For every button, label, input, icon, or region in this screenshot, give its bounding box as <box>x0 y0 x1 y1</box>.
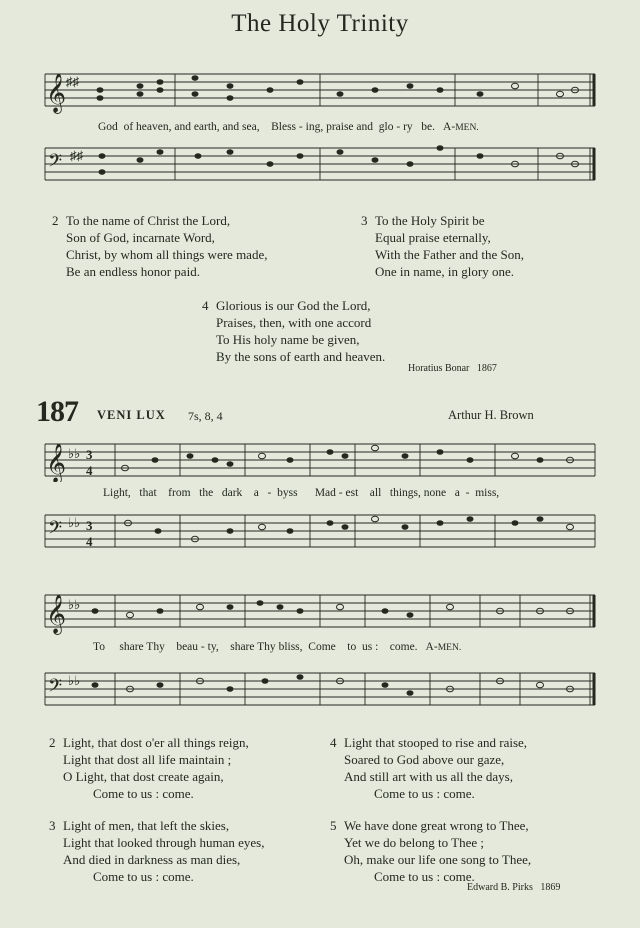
lyric-syllable: things, <box>389 487 421 499</box>
lyric-syllable: MEN. <box>437 643 462 653</box>
lyric-syllable: byss <box>277 487 298 499</box>
svg-text:𝄢: 𝄢 <box>48 150 63 175</box>
verse-2 <box>52 212 267 280</box>
author-year: 1867 <box>476 363 497 374</box>
author-name: Horatius Bonar <box>408 363 470 374</box>
lyric-syllable: a <box>253 487 259 499</box>
lyric-syllable: and <box>222 121 240 133</box>
verse-line: Oh, make our life one song to Thee, <box>344 852 532 867</box>
lyric-syllable: ty, <box>207 641 219 653</box>
lyric-syllable: ry <box>403 121 413 133</box>
svg-text:4: 4 <box>86 463 93 478</box>
verse-4 <box>202 297 385 365</box>
verse-line: Yet we do belong to Thee ; <box>344 835 484 850</box>
lyric-syllable: share Thy <box>230 641 276 653</box>
music-staff-bass <box>40 505 600 557</box>
music-staff-treble <box>40 66 600 118</box>
lyric-syllable: glo <box>378 121 394 133</box>
composer-credit: Arthur H. Brown <box>448 408 534 422</box>
lyric-syllable: Mad <box>314 487 336 499</box>
music-staff-treble <box>40 585 600 637</box>
lyric-syllable: ing, <box>305 121 324 133</box>
lyric-syllable: - <box>451 121 456 133</box>
verse-line: Come to us : come. <box>93 869 194 884</box>
lyric-syllable: Bless <box>271 121 297 133</box>
lyric-syllable: earth, <box>193 121 220 133</box>
verse-3 <box>361 212 524 280</box>
svg-text:♭♭: ♭♭ <box>68 673 81 688</box>
verse-line: Light that looked through human eyes, <box>63 835 265 850</box>
lyric-syllable: - <box>396 121 401 133</box>
lyric-syllable: and <box>174 121 191 133</box>
lyric-syllable: MEN. <box>455 123 479 133</box>
lyric-syllable: share Thy <box>119 641 165 653</box>
verse-line: Son of God, incarnate Word, <box>66 230 215 245</box>
page-title: The Holy Trinity <box>231 10 409 37</box>
lyric-syllable: dark <box>221 487 243 499</box>
lyric-syllable: praise <box>326 121 354 133</box>
verse-5 <box>330 817 531 885</box>
svg-text:♭♭: ♭♭ <box>68 446 81 461</box>
svg-text:𝄢: 𝄢 <box>48 517 63 542</box>
verse-number: 3 <box>361 213 368 228</box>
lyric-syllable: Come <box>308 641 336 653</box>
music-staff-bass <box>40 140 600 192</box>
verse-number: 2 <box>49 735 56 750</box>
verse-line: By the sons of earth and heaven. <box>216 349 386 364</box>
lyric-syllable: - <box>433 641 438 653</box>
tune-name: VENI LUX <box>97 408 166 422</box>
lyric-syllable: A <box>425 641 434 653</box>
lyric-syllable: none <box>423 487 447 499</box>
verse-number: 4 <box>202 298 209 313</box>
lyric-syllable: - <box>338 487 343 499</box>
verse-line: Praises, then, with one accord <box>216 315 372 330</box>
lyric-line <box>93 641 461 653</box>
lyric-syllable: come. <box>389 641 418 653</box>
verse-line: Be an endless honor paid. <box>66 264 200 279</box>
verse-line: To the Holy Spirit be <box>375 213 485 228</box>
lyric-syllable: that <box>139 487 157 499</box>
verse-line: One in name, in glory one. <box>375 264 514 279</box>
lyric-syllable: the <box>199 487 214 499</box>
lyric-syllable: and <box>356 121 374 133</box>
lyric-syllable: us : <box>361 641 379 653</box>
verse-number: 2 <box>52 213 59 228</box>
svg-text:3: 3 <box>86 518 93 533</box>
verse-number: 5 <box>330 818 337 833</box>
lyric-syllable: - <box>465 487 470 499</box>
lyric-syllable: est <box>345 487 359 499</box>
verse-line: And died in darkness as man dies, <box>63 852 241 867</box>
lyric-syllable: miss, <box>475 487 500 499</box>
lyric-syllable: be. <box>421 121 436 133</box>
verse-line: Light of men, that left the skies, <box>63 818 230 833</box>
music-staff-treble <box>40 430 600 482</box>
lyric-syllable: a <box>454 487 460 499</box>
svg-text:4: 4 <box>86 534 93 549</box>
lyric-syllable: - <box>200 641 205 653</box>
music-staff-bass <box>40 663 600 715</box>
verse-line: Light that stooped to rise and raise, <box>344 735 528 750</box>
svg-text:𝄢: 𝄢 <box>48 675 63 700</box>
svg-text:♯♯: ♯♯ <box>70 148 83 163</box>
verse-line: Glorious is our God the Lord, <box>216 298 371 313</box>
author-year: 1869 <box>540 882 561 893</box>
verse-2 <box>49 734 249 802</box>
author-credit <box>408 363 497 374</box>
verse-line: Come to us : come. <box>93 786 194 801</box>
verse-line: With the Father and the Son, <box>375 247 524 262</box>
author-credit <box>467 882 560 893</box>
lyric-line <box>103 487 499 499</box>
svg-text:♭♭: ♭♭ <box>68 597 81 612</box>
verse-line: Come to us : come. <box>374 786 475 801</box>
lyric-syllable: beau <box>176 641 199 653</box>
verse-line: Light that dost all life maintain ; <box>63 752 232 767</box>
svg-text:𝄞: 𝄞 <box>46 445 67 482</box>
verse-number: 4 <box>330 735 337 750</box>
verse-line: O Light, that dost create again, <box>63 769 224 784</box>
lyric-syllable: To <box>93 641 105 653</box>
verse-line: Equal praise eternally, <box>375 230 491 245</box>
verse-4 <box>330 734 527 802</box>
verse-line: To the name of Christ the Lord, <box>66 213 231 228</box>
svg-text:𝄞: 𝄞 <box>46 596 67 633</box>
verse-line: Come to us : come. <box>374 869 475 884</box>
lyric-syllable: A <box>443 121 452 133</box>
verse-line: To His holy name be given, <box>216 332 360 347</box>
svg-text:3: 3 <box>86 447 93 462</box>
lyric-syllable: God <box>98 121 118 133</box>
verse-line: Soared to God above our gaze, <box>344 752 505 767</box>
author-name: Edward B. Pirks <box>467 882 533 893</box>
meter: 7s, 8, 4 <box>188 409 223 423</box>
lyric-syllable: from <box>168 487 191 499</box>
svg-text:𝄞: 𝄞 <box>46 75 67 112</box>
lyric-line <box>98 121 479 133</box>
lyric-syllable: of heaven, <box>123 121 172 133</box>
verse-3 <box>49 817 264 885</box>
verse-line: Light, that dost o'er all things reign, <box>63 735 249 750</box>
lyric-syllable: all <box>369 487 382 499</box>
svg-text:♯♯: ♯♯ <box>66 74 79 89</box>
lyric-syllable: sea, <box>242 121 260 133</box>
lyric-syllable: - <box>267 487 272 499</box>
verse-line: Christ, by whom all things were made, <box>66 247 268 262</box>
verse-number: 3 <box>49 818 56 833</box>
svg-text:♭♭: ♭♭ <box>68 515 81 530</box>
lyric-syllable: bliss, <box>278 641 303 653</box>
verse-line: We have done great wrong to Thee, <box>344 818 529 833</box>
hymn-number: 187 <box>36 395 78 428</box>
lyric-syllable: - <box>298 121 303 133</box>
verse-line: And still art with us all the days, <box>344 769 513 784</box>
lyric-syllable: to <box>347 641 357 653</box>
lyric-syllable: Light, <box>103 487 131 499</box>
